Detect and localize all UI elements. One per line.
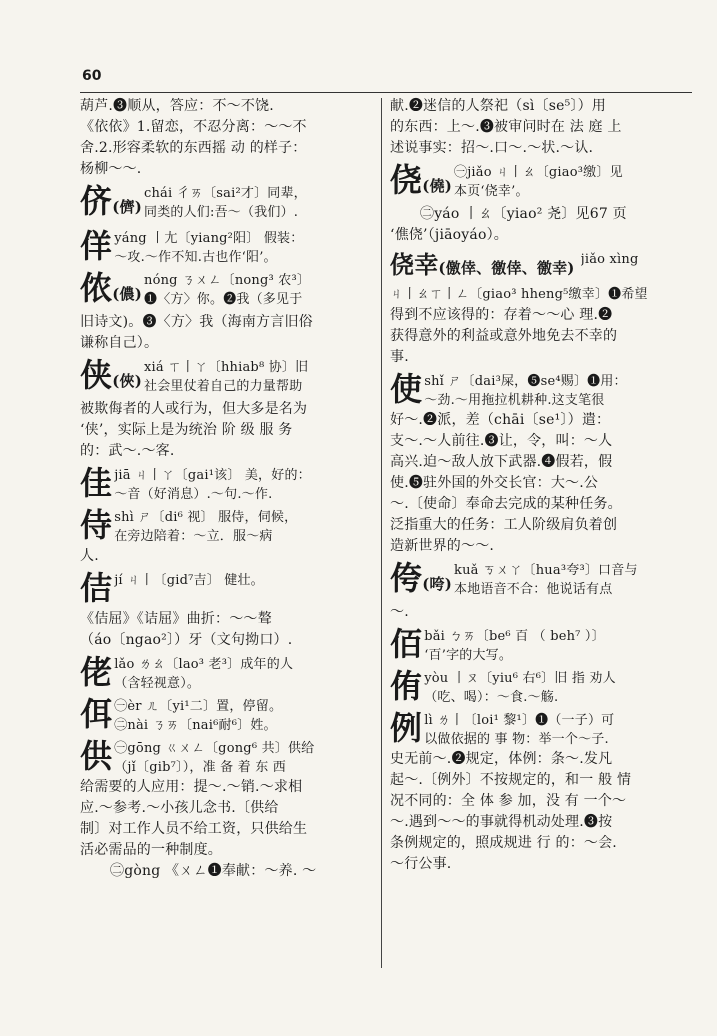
headword: 侥(僥) xyxy=(390,161,452,199)
text-line: 献.❷迷信的人祭祀（sì〔se⁵〕）用 xyxy=(390,98,606,114)
definition: （jǐ〔gib⁷〕），准 备 着 东 西 xyxy=(114,760,286,775)
definition: ‘侠’，实际上是为统治 阶 级 服 务 xyxy=(80,422,293,438)
headword: 侉(咵) xyxy=(390,559,452,597)
definition: 社会里仗着自己的力量帮助 xyxy=(144,379,303,394)
headword: 例 xyxy=(390,709,423,747)
definition: 的：武～.～客. xyxy=(80,443,175,459)
definition: 本页‘侥幸’。 xyxy=(454,184,529,199)
text-line: 杨柳～～. xyxy=(80,161,142,177)
pronunciation: ㊀gōng ㄍㄨㄥ〔gong⁶ 共〕供给 xyxy=(114,741,315,756)
entry-ji xyxy=(80,570,378,651)
entry-jiaoxing xyxy=(390,249,688,368)
pronunciation: ㄐ丨ㄠㄒ丨ㄥ〔giao³ hheng⁵缴幸〕❶希望 xyxy=(390,287,648,302)
definition: 以做依据的 事 物：举一个～子. xyxy=(424,732,609,747)
definition: 况不同的：全 体 参 加，没 有 一个～ xyxy=(390,793,627,809)
pronunciation: shǐ ㄕ〔dai³屎，❺se⁴赐〕❶用： xyxy=(424,374,627,389)
headword: 使 xyxy=(390,370,423,408)
headword: 侍 xyxy=(80,506,113,544)
pronunciation: yòu 丨ㄡ〔yiu⁶ 右⁶〕旧 指 劝人 xyxy=(424,671,616,686)
entry-li xyxy=(390,710,688,875)
headword: 佳 xyxy=(80,464,113,502)
definition: ～行公事. xyxy=(390,856,452,872)
headword: 佯 xyxy=(80,227,113,265)
definition: 给需要的人应用：提～.～销.～求相 xyxy=(80,779,303,795)
definition: 获得意外的利益或意外地免去不幸的 xyxy=(390,328,618,344)
pronunciation: yáng 丨尢〔yiang²阳〕 假装： xyxy=(114,231,304,246)
pronunciation: ㊁yáo 丨ㄠ〔yiao² 尧〕见67 页 xyxy=(420,206,627,222)
left-column xyxy=(80,96,378,882)
definition: ～.〔使命〕奉命去完成的某种任务。 xyxy=(390,496,622,512)
definition: 本地语音不合：他说话有点 xyxy=(454,582,613,597)
pronunciation: ㊀jiǎo ㄐ丨ㄠ〔giao³缴〕见 xyxy=(454,165,623,180)
definition: 条例规定的，照成规进 行 的：～会. xyxy=(390,835,617,851)
definition: 史无前～.❷规定，体例：条～.发凡 xyxy=(390,751,613,767)
definition: （吃、喝）：～食.～觞. xyxy=(424,690,559,705)
entry-jiao xyxy=(390,162,688,246)
continued-entry xyxy=(390,96,688,159)
definition: ～音（好消息）.～句.～作. xyxy=(114,487,273,502)
definition: 同类的人们:吾～（我们）. xyxy=(144,205,299,220)
entry-lao xyxy=(80,654,378,693)
headword: 侬(儂) xyxy=(80,269,142,307)
definition: 旧诗文)。❸〈方〉我（海南方言旧俗 xyxy=(80,314,313,330)
definition: （含轻视意）。 xyxy=(114,676,201,691)
definition: ‘僬侥’（jiāoyáo）。 xyxy=(390,227,508,243)
page-number: 60 xyxy=(82,68,102,84)
entry-xia xyxy=(80,357,378,462)
definition: ～攻.～作不知.古也作‘阳’。 xyxy=(114,250,277,265)
headword: 佶 xyxy=(80,569,113,607)
pronunciation: ㊁nài ㄋㄞ〔nai⁶耐⁶〕姓。 xyxy=(114,718,277,733)
definition: 《佶屈》《诘屈》曲折：～～聱 xyxy=(80,611,272,627)
text-line: 《依依》1.留恋，不忍分离：～～不 xyxy=(80,119,307,135)
definition: 人. xyxy=(80,548,99,564)
entry-nong xyxy=(80,270,378,354)
headword: 侥幸(儌倖、徼倖、徼幸) xyxy=(390,250,575,279)
entry-you xyxy=(390,668,688,707)
right-column xyxy=(390,96,688,875)
pronunciation: xiá ㄒ丨ㄚ〔hhiab⁸ 协〕旧 xyxy=(144,360,309,375)
entry-er xyxy=(80,696,378,735)
text-line: 述说事实：招～.口～.～状.～认. xyxy=(390,140,594,156)
headword: 供 xyxy=(80,737,113,775)
text-line: 葫芦.❸顺从，答应：不～不饶. xyxy=(80,98,274,114)
definition: 起～.〔例外〕不按规定的，和一 般 情 xyxy=(390,772,632,788)
definition: 谦称自己）。 xyxy=(80,335,159,351)
headword: 侠(俠) xyxy=(80,356,142,394)
pronunciation: lǎo ㄌㄠ〔lao³ 老³〕成年的人 xyxy=(114,657,294,672)
definition: 高兴.迫～敌人放下武器.❹假若，假 xyxy=(390,454,613,470)
headword: 侪(儕) xyxy=(80,182,142,220)
definition: 好～.❷派，差（chāi〔se¹〕）遣： xyxy=(390,412,611,428)
headword: 侑 xyxy=(390,667,423,705)
definition: 支～.～人前往.❸让，令，叫：～人 xyxy=(390,433,613,449)
pronunciation: jí ㄐ丨〔gid⁷吉〕 健壮。 xyxy=(114,573,264,588)
definition: 使.❺驻外国的外交长官：大～.公 xyxy=(390,475,599,491)
definition: 应.～参考.～小孩儿念书.〔供给 xyxy=(80,800,279,816)
entry-chai xyxy=(80,183,378,225)
definition: 事. xyxy=(390,349,409,365)
entry-kua xyxy=(390,560,688,623)
pronunciation: lì ㄌ丨〔loi¹ 黎¹〕❶（一子）可 xyxy=(424,713,615,728)
definition: ～. xyxy=(390,604,409,620)
pronunciation: ㊀èr ㄦ〔yi¹二〕置，停留。 xyxy=(114,699,283,714)
definition: 泛指重大的任务：工人阶级肩负着创 xyxy=(390,517,618,533)
definition: 在旁边陪着：～立．服～病 xyxy=(114,529,273,544)
definition: ‘百’字的大写。 xyxy=(424,648,513,663)
definition: ❶〈方〉你。❷我（多见于 xyxy=(144,292,303,307)
entry-bai xyxy=(390,626,688,665)
text-line: 舍.2.形容柔软的东西摇 动 的样子： xyxy=(80,140,307,156)
pronunciation: chái 彳ㄞ〔sai²才〕同辈， xyxy=(144,186,307,201)
definition: （áo〔ngao²〕）牙（文句拗口）. xyxy=(80,632,293,648)
continued-entry xyxy=(80,96,378,180)
entry-yang xyxy=(80,228,378,267)
definition: 得到不应该得的：存着～～心 理.❷ xyxy=(390,307,613,323)
pronunciation: ㊁gòng 《ㄨㄥ❶奉献：～养. ～ xyxy=(110,863,317,879)
definition: ～.遇到～～的事就得机动处理.❸按 xyxy=(390,814,613,830)
spacer xyxy=(114,590,264,609)
definition: 被欺侮者的人或行为，但大多是名为 xyxy=(80,401,308,417)
headword: 佴 xyxy=(80,695,113,733)
pronunciation: nóng ㄋㄨㄥ〔nong³ 农³〕 xyxy=(144,273,311,288)
pronunciation: jiā ㄐ丨ㄚ〔gai¹该〕 美，好的： xyxy=(114,468,311,483)
header-rule xyxy=(80,92,692,93)
text-line: 的东西：上～.❸被审问时在 法 庭 上 xyxy=(390,119,622,135)
entry-gong xyxy=(80,738,378,882)
pronunciation: bǎi ㄅㄞ〔be⁶ 百 （ beh⁷ ）〕 xyxy=(424,629,605,644)
definition: 制〕对工作人员不给工资，只供给生 xyxy=(80,821,308,837)
column-divider xyxy=(381,98,382,968)
headword: 佬 xyxy=(80,653,113,691)
headword: 佰 xyxy=(390,625,423,663)
definition: 活必需品的一种制度。 xyxy=(80,842,222,858)
definition: 造新世界的～～. xyxy=(390,538,495,554)
entry-shi3 xyxy=(390,371,688,557)
pronunciation: kuǎ ㄎㄨㄚ〔hua³夸³〕口音与 xyxy=(454,563,638,578)
definition: ～劲.～用拖拉机耕种.这支笔很 xyxy=(424,393,605,408)
entry-shi xyxy=(80,507,378,567)
entry-jia xyxy=(80,465,378,504)
pronunciation: jiǎo xìng xyxy=(580,252,639,267)
pronunciation: shì ㄕ〔di⁶ 视〕 服侍，伺候， xyxy=(114,510,298,525)
